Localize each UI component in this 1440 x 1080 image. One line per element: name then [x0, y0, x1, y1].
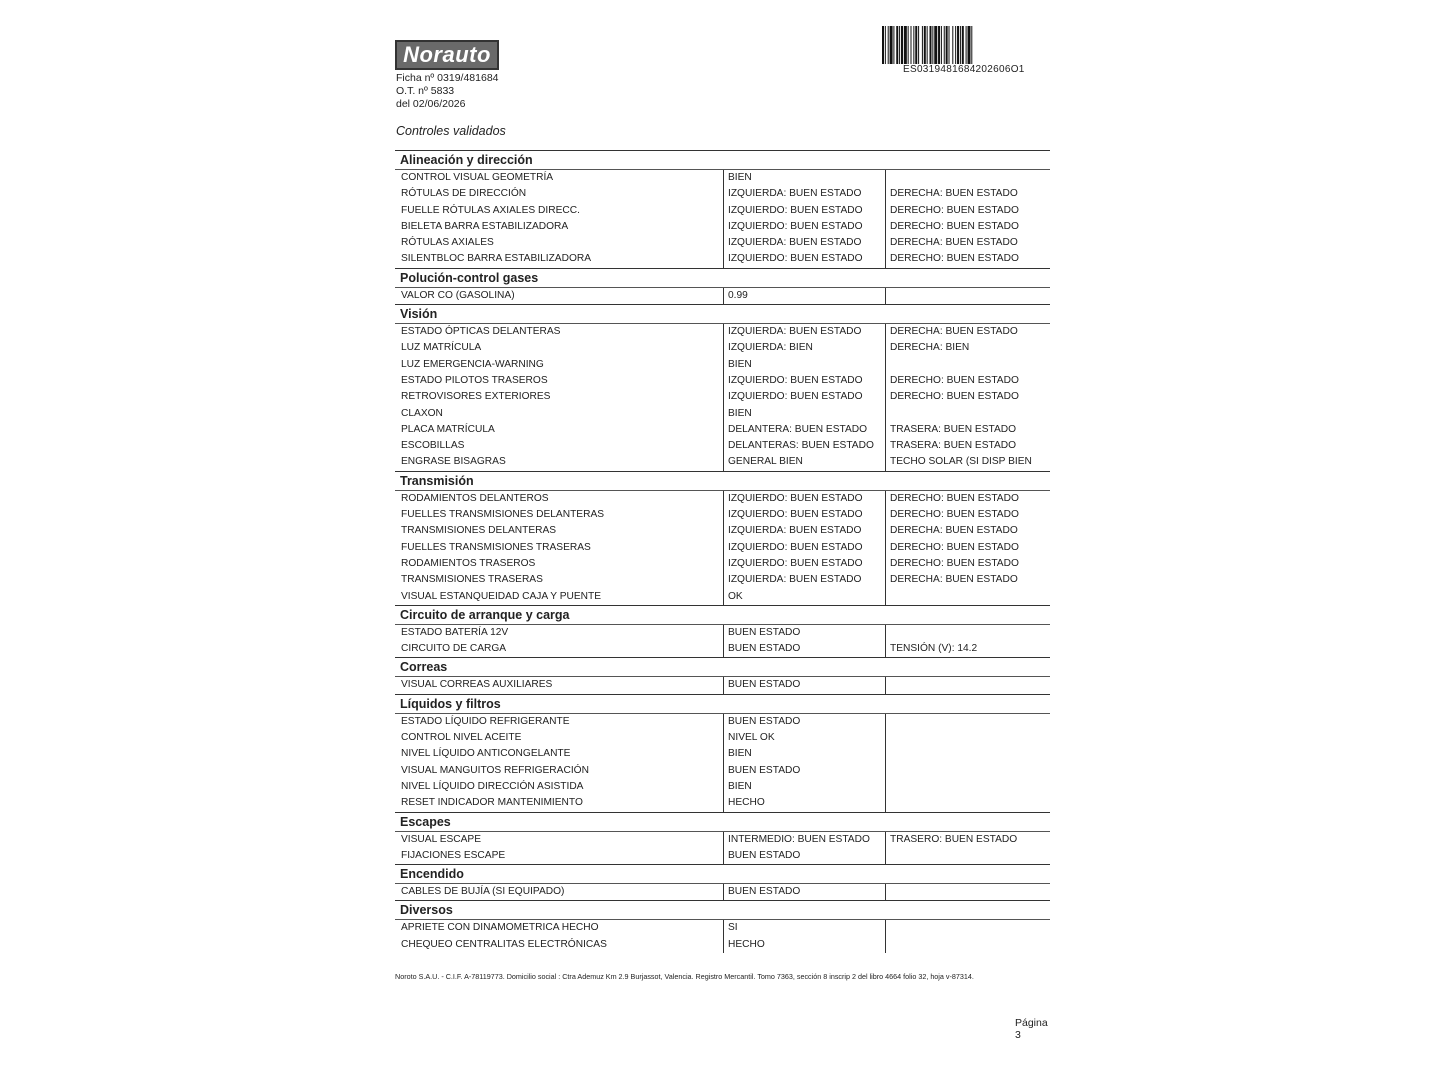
- check-result-2: [885, 288, 1050, 304]
- check-result-2: TRASERA: BUEN ESTADO: [885, 422, 1050, 438]
- table-row: [395, 714, 1050, 730]
- barcode-bar: [899, 26, 900, 64]
- barcode-bar: [904, 26, 907, 64]
- document-date: del 02/06/2026: [396, 98, 466, 110]
- barcode-bar: [888, 26, 889, 64]
- section: [395, 900, 1050, 953]
- check-item: ESCOBILLAS: [401, 440, 465, 452]
- check-result-2: [885, 763, 1050, 779]
- section-title: Alineación y dirección: [395, 150, 1050, 169]
- table-row: [395, 373, 1050, 389]
- section: [395, 605, 1050, 658]
- check-item: BIELETA BARRA ESTABILIZADORA: [401, 220, 569, 232]
- ficha-number: Ficha nº 0319/481684: [396, 72, 499, 84]
- table-row: [395, 422, 1050, 438]
- table-row: [395, 288, 1050, 304]
- check-result-1: IZQUIERDA: BIEN: [723, 340, 885, 356]
- check-item: ESTADO BATERÍA 12V: [401, 626, 509, 638]
- check-item: RÓTULAS DE DIRECCIÓN: [401, 188, 527, 200]
- check-result-1: GENERAL BIEN: [723, 454, 885, 470]
- barcode-bar: [968, 26, 971, 64]
- check-result-1: IZQUIERDA: BUEN ESTADO: [723, 324, 885, 340]
- check-result-2: DERECHO: BUEN ESTADO: [885, 389, 1050, 405]
- section-title: Encendido: [395, 864, 1050, 883]
- section: [395, 694, 1050, 812]
- check-result-1: IZQUIERDO: BUEN ESTADO: [723, 373, 885, 389]
- check-result-2: [885, 406, 1050, 422]
- section-title: Correas: [395, 657, 1050, 676]
- barcode-bar: [955, 26, 956, 64]
- check-item: CIRCUITO DE CARGA: [401, 643, 507, 655]
- section-title: Diversos: [395, 900, 1050, 919]
- section: [395, 304, 1050, 471]
- check-result-1: IZQUIERDA: BUEN ESTADO: [723, 523, 885, 539]
- check-result-1: BIEN: [723, 170, 885, 186]
- check-result-1: HECHO: [723, 937, 885, 953]
- check-result-1: BUEN ESTADO: [723, 763, 885, 779]
- barcode-bar: [946, 26, 948, 64]
- barcode-bar: [944, 26, 945, 64]
- table-row: [395, 170, 1050, 186]
- check-item: NIVEL LÍQUIDO DIRECCIÓN ASISTIDA: [401, 780, 584, 792]
- check-item: TRANSMISIONES DELANTERAS: [401, 525, 557, 537]
- barcode-bar: [890, 26, 893, 64]
- section: [395, 150, 1050, 268]
- table-row: [395, 438, 1050, 454]
- section-title: Escapes: [395, 812, 1050, 831]
- check-result-1: BIEN: [723, 406, 885, 422]
- check-item: CHEQUEO CENTRALITAS ELECTRÓNICAS: [401, 938, 607, 950]
- check-result-2: DERECHA: BUEN ESTADO: [885, 523, 1050, 539]
- barcode-bar: [966, 26, 967, 64]
- table-row: [395, 235, 1050, 251]
- check-result-1: IZQUIERDO: BUEN ESTADO: [723, 219, 885, 235]
- barcode-bar: [938, 26, 940, 64]
- check-item: PLACA MATRÍCULA: [401, 423, 495, 435]
- barcode-number: ES0319481684202606O1: [903, 64, 1025, 75]
- check-item: CABLES DE BUJÍA (SI EQUIPADO): [401, 886, 565, 898]
- section-rows: [395, 287, 1050, 304]
- barcode-bar: [885, 26, 886, 64]
- check-result-1: DELANTERA: BUEN ESTADO: [723, 422, 885, 438]
- section-rows: [395, 490, 1050, 605]
- check-result-1: IZQUIERDO: BUEN ESTADO: [723, 507, 885, 523]
- check-result-1: IZQUIERDO: BUEN ESTADO: [723, 251, 885, 267]
- table-row: [395, 251, 1050, 267]
- check-result-2: DERECHA: BUEN ESTADO: [885, 572, 1050, 588]
- check-result-1: BIEN: [723, 357, 885, 373]
- check-result-1: IZQUIERDO: BUEN ESTADO: [723, 389, 885, 405]
- barcode-bar: [927, 26, 928, 64]
- check-result-2: TRASERA: BUEN ESTADO: [885, 438, 1050, 454]
- barcode-bar: [932, 26, 933, 64]
- check-result-1: IZQUIERDA: BUEN ESTADO: [723, 235, 885, 251]
- table-row: [395, 340, 1050, 356]
- check-item: LUZ MATRÍCULA: [401, 342, 482, 354]
- section-rows: [395, 323, 1050, 471]
- check-item: VALOR CO (GASOLINA): [401, 289, 515, 301]
- table-row: [395, 491, 1050, 507]
- barcode-bar: [918, 26, 919, 64]
- check-item: LUZ EMERGENCIA-WARNING: [401, 358, 544, 370]
- section: [395, 657, 1050, 693]
- table-row: [395, 186, 1050, 202]
- table-row: [395, 203, 1050, 219]
- barcode-icon: [882, 26, 1042, 64]
- check-item: RETROVISORES EXTERIORES: [401, 391, 551, 403]
- section-title: Circuito de arranque y carga: [395, 605, 1050, 624]
- barcode-bar: [924, 26, 926, 64]
- check-result-2: [885, 730, 1050, 746]
- check-item: SILENTBLOC BARRA ESTABILIZADORA: [401, 253, 592, 265]
- section-title: Transmisión: [395, 471, 1050, 490]
- table-row: [395, 219, 1050, 235]
- barcode-bar: [896, 26, 898, 64]
- check-item: CONTROL NIVEL ACEITE: [401, 732, 522, 744]
- table-row: [395, 677, 1050, 693]
- check-result-2: [885, 357, 1050, 373]
- check-result-2: TRASERO: BUEN ESTADO: [885, 832, 1050, 848]
- check-item: VISUAL ESTANQUEIDAD CAJA Y PUENTE: [401, 590, 602, 602]
- section-rows: [395, 676, 1050, 693]
- check-result-2: TENSIÓN (V): 14.2: [885, 641, 1050, 657]
- check-result-2: DERECHA: BUEN ESTADO: [885, 324, 1050, 340]
- check-result-2: [885, 170, 1050, 186]
- table-row: [395, 920, 1050, 936]
- table-row: [395, 937, 1050, 953]
- table-row: [395, 454, 1050, 470]
- check-result-2: [885, 848, 1050, 864]
- barcode-bar: [960, 26, 961, 64]
- check-result-2: DERECHO: BUEN ESTADO: [885, 219, 1050, 235]
- check-result-2: [885, 677, 1050, 693]
- page-subtitle: Controles validados: [396, 124, 506, 138]
- check-result-1: DELANTERAS: BUEN ESTADO: [723, 438, 885, 454]
- section-rows: [395, 831, 1050, 865]
- check-result-2: [885, 884, 1050, 900]
- check-result-2: DERECHA: BIEN: [885, 340, 1050, 356]
- section: [395, 864, 1050, 900]
- table-row: [395, 641, 1050, 657]
- check-result-2: DERECHO: BUEN ESTADO: [885, 540, 1050, 556]
- barcode-bar: [971, 26, 972, 64]
- section-rows: [395, 169, 1050, 268]
- table-row: [395, 389, 1050, 405]
- page-number: Página 3: [1015, 1017, 1048, 1041]
- barcode-bar: [913, 26, 914, 64]
- check-result-1: BUEN ESTADO: [723, 641, 885, 657]
- barcode-bar: [893, 26, 894, 64]
- norauto-logo: Norauto: [395, 40, 499, 70]
- check-item: ESTADO LÍQUIDO REFRIGERANTE: [401, 715, 570, 727]
- barcode-bar: [901, 26, 903, 64]
- check-item: CLAXON: [401, 407, 443, 419]
- table-row: [395, 589, 1050, 605]
- check-result-2: DERECHO: BUEN ESTADO: [885, 251, 1050, 267]
- check-result-1: IZQUIERDA: BUEN ESTADO: [723, 572, 885, 588]
- check-item: NIVEL LÍQUIDO ANTICONGELANTE: [401, 748, 571, 760]
- barcode-bar: [922, 26, 923, 64]
- check-item: ESTADO PILOTOS TRASEROS: [401, 374, 548, 386]
- section-rows: [395, 713, 1050, 812]
- table-row: [395, 884, 1050, 900]
- check-result-1: BUEN ESTADO: [723, 677, 885, 693]
- table-row: [395, 763, 1050, 779]
- table-row: [395, 848, 1050, 864]
- check-result-1: BIEN: [723, 779, 885, 795]
- barcode-bar: [957, 26, 959, 64]
- table-row: [395, 795, 1050, 811]
- controls-sections: [395, 150, 1050, 953]
- check-result-1: IZQUIERDO: BUEN ESTADO: [723, 491, 885, 507]
- check-item: RESET INDICADOR MANTENIMIENTO: [401, 797, 583, 809]
- section-title: Líquidos y filtros: [395, 694, 1050, 713]
- check-result-2: DERECHO: BUEN ESTADO: [885, 203, 1050, 219]
- check-result-2: TECHO SOLAR (SI DISP BIEN: [885, 454, 1050, 470]
- check-result-2: DERECHO: BUEN ESTADO: [885, 507, 1050, 523]
- barcode-bar: [882, 26, 884, 64]
- check-result-2: DERECHO: BUEN ESTADO: [885, 373, 1050, 389]
- check-result-2: DERECHA: BUEN ESTADO: [885, 235, 1050, 251]
- check-item: RODAMIENTOS DELANTEROS: [401, 492, 549, 504]
- check-item: TRANSMISIONES TRASERAS: [401, 574, 543, 586]
- check-item: VISUAL ESCAPE: [401, 833, 482, 845]
- table-row: [395, 832, 1050, 848]
- barcode-bar: [908, 26, 909, 64]
- check-item: ESTADO ÓPTICAS DELANTERAS: [401, 326, 561, 338]
- barcode-bar: [930, 26, 932, 64]
- section: [395, 268, 1050, 304]
- section-title: Polución-control gases: [395, 268, 1050, 287]
- barcode-bar: [934, 26, 937, 64]
- check-result-1: 0.99: [723, 288, 885, 304]
- check-item: RODAMIENTOS TRASEROS: [401, 557, 536, 569]
- check-result-2: [885, 714, 1050, 730]
- check-result-2: [885, 589, 1050, 605]
- check-result-1: HECHO: [723, 795, 885, 811]
- check-result-2: [885, 779, 1050, 795]
- check-item: APRIETE CON DINAMOMETRICA HECHO: [401, 922, 599, 934]
- check-item: VISUAL MANGUITOS REFRIGERACIÓN: [401, 764, 589, 776]
- section-rows: [395, 624, 1050, 658]
- section-rows: [395, 883, 1050, 900]
- check-result-1: NIVEL OK: [723, 730, 885, 746]
- check-result-1: BUEN ESTADO: [723, 714, 885, 730]
- table-row: [395, 507, 1050, 523]
- check-item: VISUAL CORREAS AUXILIARES: [401, 679, 553, 691]
- check-item: FIJACIONES ESCAPE: [401, 849, 506, 861]
- check-result-1: IZQUIERDO: BUEN ESTADO: [723, 203, 885, 219]
- table-row: [395, 556, 1050, 572]
- check-result-2: [885, 746, 1050, 762]
- check-result-2: [885, 795, 1050, 811]
- check-result-1: OK: [723, 589, 885, 605]
- section-title: Visión: [395, 304, 1050, 323]
- barcode-bar: [915, 26, 917, 64]
- check-result-2: [885, 625, 1050, 641]
- table-row: [395, 324, 1050, 340]
- check-result-2: DERECHA: BUEN ESTADO: [885, 186, 1050, 202]
- check-result-1: BUEN ESTADO: [723, 884, 885, 900]
- check-result-1: IZQUIERDA: BUEN ESTADO: [723, 186, 885, 202]
- barcode-bar: [941, 26, 942, 64]
- table-row: [395, 357, 1050, 373]
- check-result-2: DERECHO: BUEN ESTADO: [885, 491, 1050, 507]
- check-item: FUELLES TRANSMISIONES DELANTERAS: [401, 509, 605, 521]
- check-result-2: DERECHO: BUEN ESTADO: [885, 556, 1050, 572]
- check-result-2: [885, 920, 1050, 936]
- barcode-bar: [911, 26, 912, 64]
- section: [395, 812, 1050, 865]
- check-result-1: BUEN ESTADO: [723, 625, 885, 641]
- table-row: [395, 540, 1050, 556]
- table-row: [395, 406, 1050, 422]
- check-result-1: IZQUIERDO: BUEN ESTADO: [723, 556, 885, 572]
- document-meta: [396, 72, 499, 111]
- ot-number: O.T. nº 5833: [396, 85, 455, 97]
- check-result-2: [885, 937, 1050, 953]
- table-row: [395, 523, 1050, 539]
- barcode-bar: [962, 26, 964, 64]
- check-result-1: INTERMEDIO: BUEN ESTADO: [723, 832, 885, 848]
- table-row: [395, 572, 1050, 588]
- check-item: FUELLES TRANSMISIONES TRASERAS: [401, 541, 591, 553]
- barcode-bar: [952, 26, 953, 64]
- table-row: [395, 625, 1050, 641]
- check-result-1: SI: [723, 920, 885, 936]
- section-rows: [395, 919, 1050, 953]
- check-result-1: BIEN: [723, 746, 885, 762]
- section: [395, 471, 1050, 605]
- check-result-1: BUEN ESTADO: [723, 848, 885, 864]
- check-item: RÓTULAS AXIALES: [401, 237, 494, 249]
- table-row: [395, 746, 1050, 762]
- legal-footer: Noroto S.A.U. - C.I.F. A-78119773. Domicilio social : Ctra Ademuz Km 2.9 Burjassot, Valencia. Registro Mercantil. Tomo 7363, sección 8 inscrip 2 del libro 4664 folio 32, hoja v-87314.: [395, 972, 974, 981]
- check-result-1: IZQUIERDO: BUEN ESTADO: [723, 540, 885, 556]
- table-row: [395, 779, 1050, 795]
- check-item: ENGRASE BISAGRAS: [401, 456, 506, 468]
- barcode-bar: [949, 26, 950, 64]
- table-row: [395, 730, 1050, 746]
- check-item: CONTROL VISUAL GEOMETRÍA: [401, 172, 554, 183]
- check-item: FUELLE RÓTULAS AXIALES DIRECC.: [401, 204, 580, 216]
